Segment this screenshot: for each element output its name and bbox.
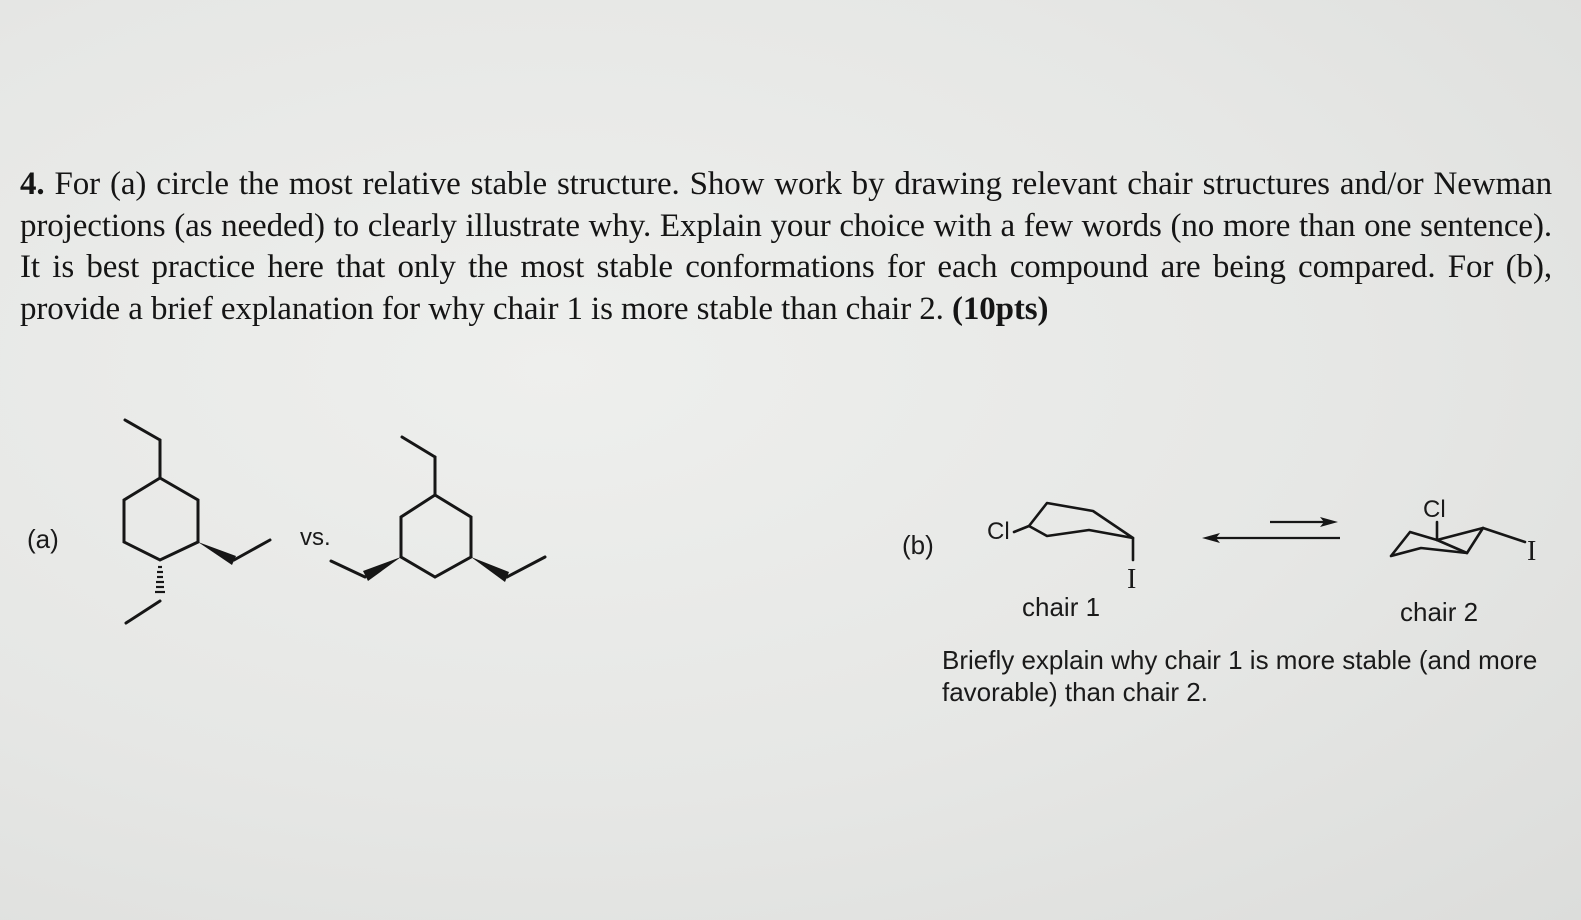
question-points: (10pts)	[951, 290, 1049, 327]
question-number: 4.	[20, 166, 45, 202]
chair-2-structure	[1385, 490, 1555, 580]
chair1-substituent-i: I	[1127, 564, 1137, 595]
bond-a1-right-chain	[234, 540, 270, 560]
chair1-ring	[1029, 503, 1133, 538]
wedge-a2-right	[471, 557, 509, 582]
question-text	[20, 164, 1552, 330]
hash-a1-down	[155, 567, 165, 592]
bond-a1-bottom-methyl	[126, 601, 160, 623]
chair2-bond-i	[1483, 528, 1525, 542]
equilibrium-arrows	[1200, 513, 1345, 547]
ring-a2	[401, 495, 471, 577]
explanation-prompt: Briefly explain why chair 1 is more stable (and more favorable) than chair 2.	[942, 645, 1538, 707]
molecule-a2	[325, 425, 555, 595]
question-body: For (a) circle the most relative stable structure. Show work by drawing relevant chair structures and/or Newman projections (as needed) to clearly illustrate why. Explain your choice with a few words (no more than one sentence). It is best practice here that only the most stable conformations for each compound are being compared. For (b), provide a brief explanation for why chair 1 is more stable than chair 2.	[20, 166, 1553, 327]
bond-a2-left-chain	[331, 561, 365, 577]
part-b-label: (b)	[902, 530, 934, 560]
chair-1-label: chair 1	[1022, 592, 1101, 622]
chair-1-structure	[985, 490, 1160, 600]
part-a-label: (a)	[27, 524, 59, 554]
vs-label: vs.	[300, 524, 331, 551]
bond-a2-top-methyl	[402, 437, 435, 457]
chair1-bond-cl	[1014, 526, 1029, 532]
molecule-a1	[120, 410, 280, 635]
wedge-a2-left	[363, 557, 401, 581]
ring-a1	[124, 478, 198, 560]
chair1-substituent-cl: Cl	[987, 518, 1010, 545]
chair2-substituent-cl: Cl	[1423, 496, 1446, 523]
chair-2-label: chair 2	[1400, 597, 1479, 627]
chair2-substituent-i: I	[1527, 536, 1537, 567]
bond-a1-top-methyl	[125, 420, 160, 440]
bond-a2-right-chain	[507, 557, 545, 577]
wedge-a1-right	[198, 542, 236, 565]
